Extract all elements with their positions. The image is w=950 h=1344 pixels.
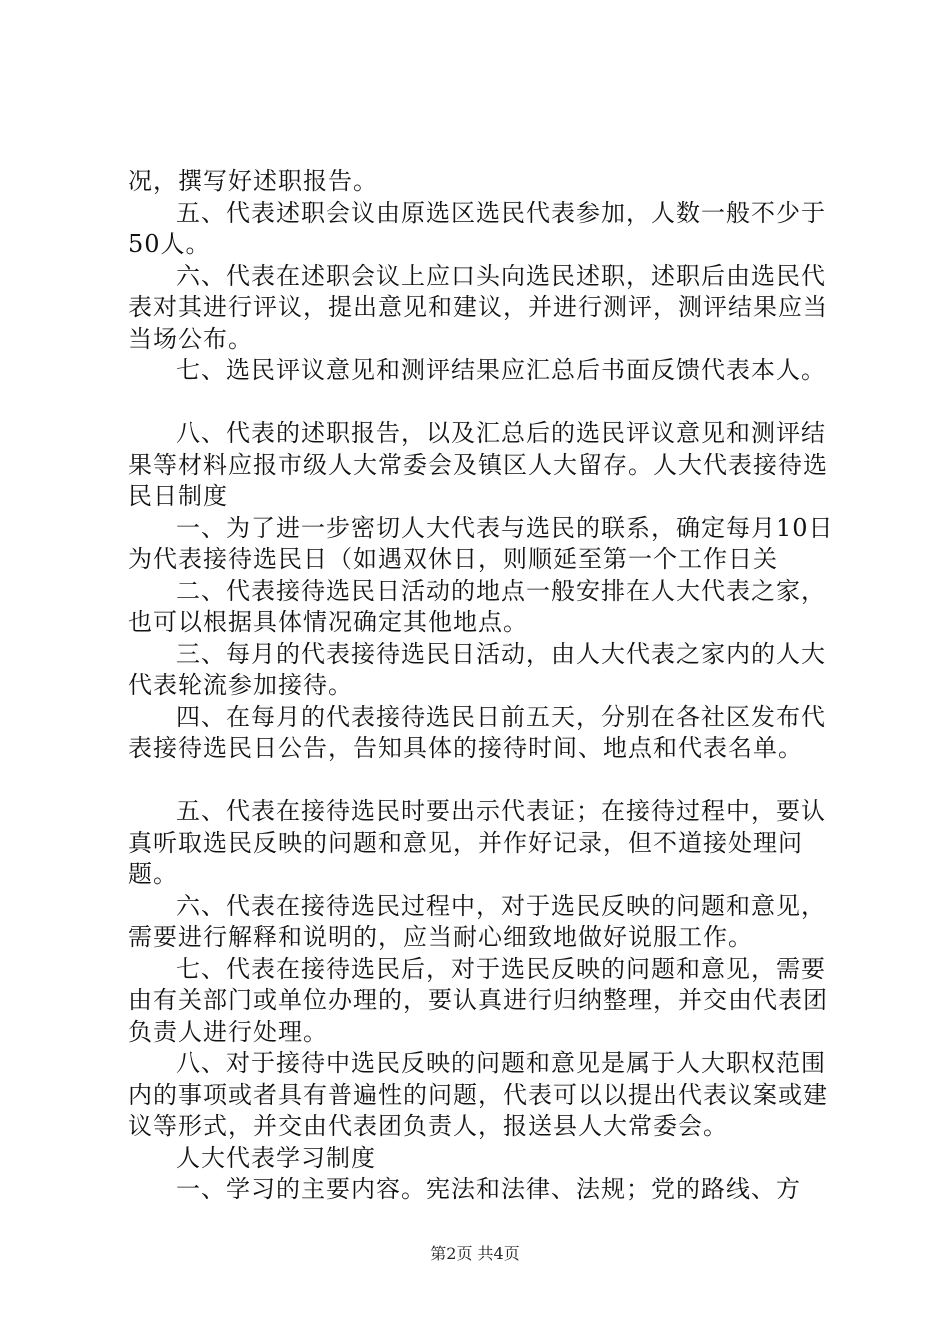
reception-item-1: 一、为了进一步密切人大代表与选民的联系，确定每月10日为代表接待选民日（如遇双休日，则顺延至第一个工作日关 — [128, 513, 834, 573]
study-item-1: 一、学习的主要内容。宪法和法律、法规；党的路线、方 — [176, 1175, 801, 1203]
paragraph-gap — [128, 387, 838, 419]
reception-item-8: 八、对于接待中选民反映的问题和意见是属于人大职权范围内的事项或者具有普遍性的问题，代表可以以提出代表议案或建议等形式，并交由代表团负责人，报送县人大常委会。 — [128, 1049, 828, 1140]
reception-item-3: 三、每月的代表接待选民日活动，由人大代表之家内的人大代表轮流参加接待。 — [128, 639, 826, 699]
section-heading-study: 人大代表学习制度 — [176, 1143, 376, 1172]
paragraph-continuation: 况，撰写好述职报告。 — [128, 167, 378, 195]
reception-item-6: 六、代表在接待选民过程中，对于选民反映的问题和意见，需要进行解释和说明的，应当耐心细致地做好说服工作。 — [128, 891, 826, 951]
paragraph-item-8: 八、代表的述职报告，以及汇总后的选民评议意见和测评结果等材料应报市级人大常委会及镇区人大留存。人大代表接待选民日制度 — [128, 419, 828, 510]
page-footer — [0, 1243, 950, 1265]
paragraph-gap — [128, 765, 838, 797]
paragraph-item-7: 七、选民评议意见和测评结果应汇总后书面反馈代表本人。 — [176, 356, 826, 384]
reception-item-2: 二、代表接待选民日活动的地点一般安排在人大代表之家，也可以根据具体情况确定其他地点。 — [128, 576, 826, 636]
document-body — [128, 166, 838, 1206]
page-number-label: 第2页 共4页 — [430, 1244, 520, 1263]
reception-item-4: 四、在每月的代表接待选民日前五天，分别在各社区发布代表接待选民日公告，告知具体的接待时间、地点和代表名单。 — [128, 702, 826, 762]
reception-item-5: 五、代表在接待选民时要出示代表证；在接待过程中，要认真听取选民反映的问题和意见，并作好记录，但不道接处理问题。 — [128, 797, 826, 888]
reception-item-7: 七、代表在接待选民后，对于选民反映的问题和意见，需要由有关部门或单位办理的，要认真进行归纳整理，并交由代表团负责人进行处理。 — [128, 954, 828, 1046]
paragraph-item-6: 六、代表在述职会议上应口头向选民述职，述职后由选民代表对其进行评议，提出意见和建议，并进行测评，测评结果应当当场公布。 — [128, 261, 828, 353]
paragraph-item-5: 五、代表述职会议由原选区选民代表参加，人数一般不少于50人。 — [128, 198, 826, 258]
